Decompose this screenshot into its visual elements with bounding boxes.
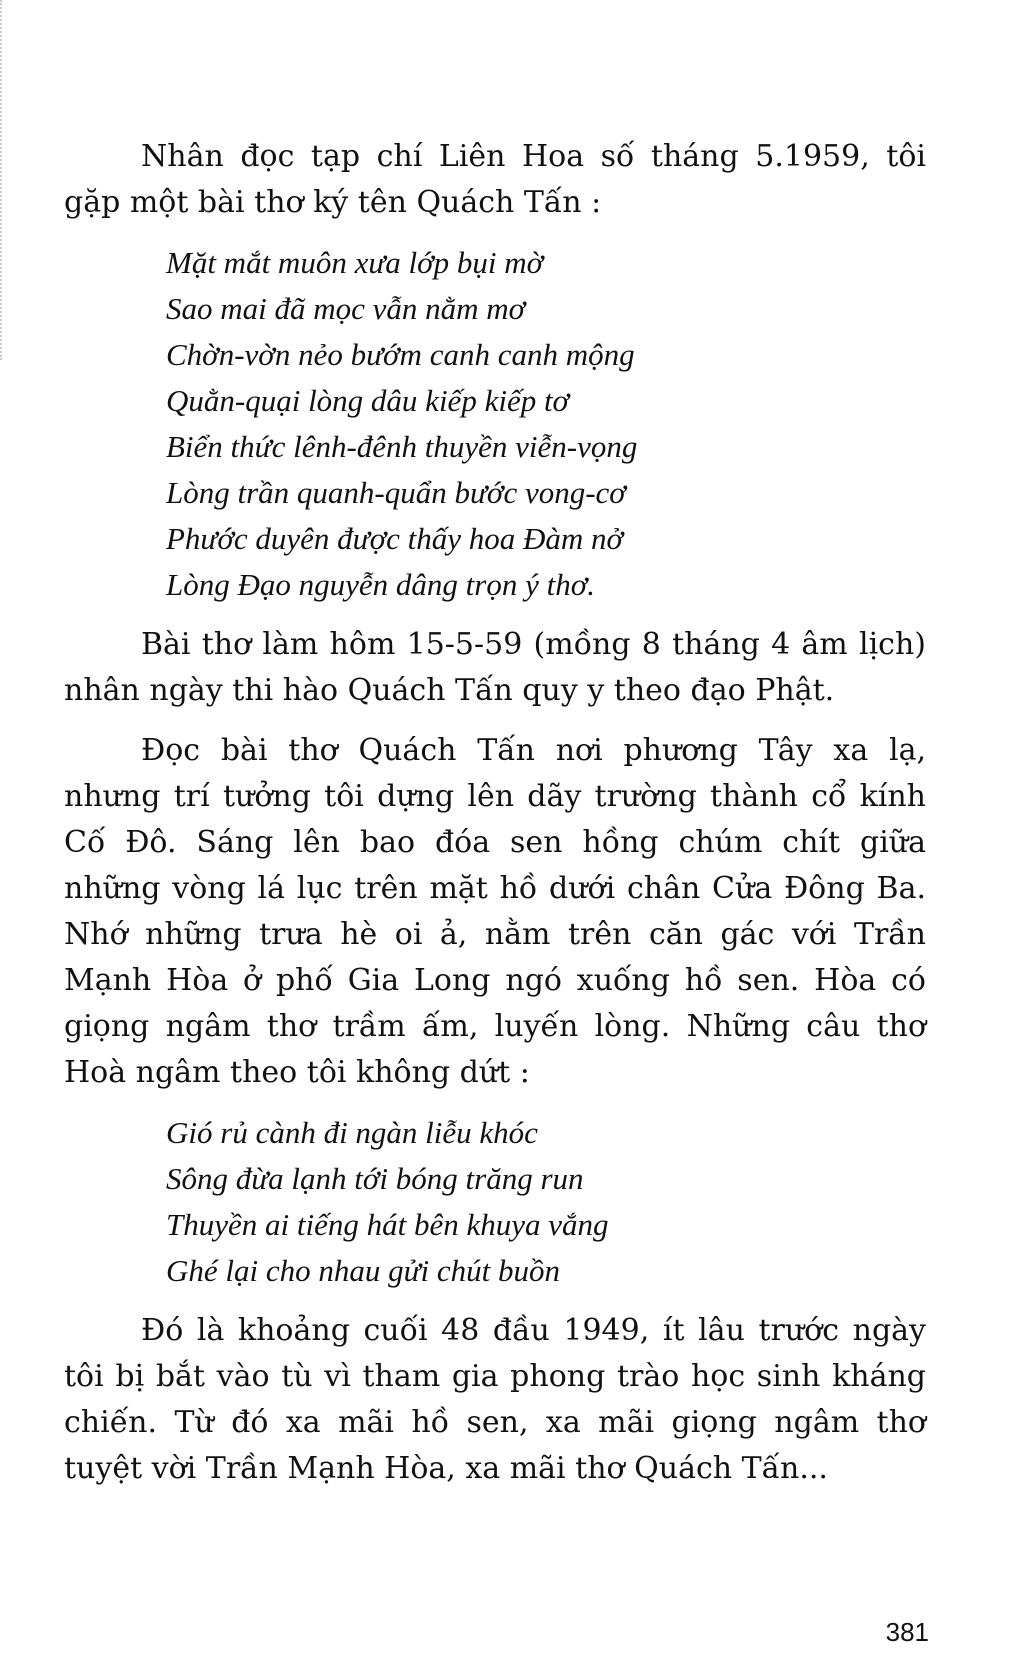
poem-line: Sông đừa lạnh tới bóng trăng run <box>166 1161 584 1196</box>
poem-line: Gió rủ cành đi ngàn liễu khóc <box>166 1115 538 1150</box>
poem-tran-manh-hoa <box>166 1110 926 1294</box>
paragraph-closing: Đó là khoảng cuối 48 đầu 1949, ít lâu trước ngày tôi bị bắt vào tù vì tham gia phong trào học sinh kháng chiến. Từ đó xa mãi hồ sen, xa mãi giọng ngâm thơ tuyệt vời Trần Mạnh Hòa, xa mãi thơ Quách Tấn... <box>64 1313 926 1486</box>
paragraph-intro: Nhân đọc tạp chí Liên Hoa số tháng 5.1959, tôi gặp một bài thơ ký tên Quách Tấn : <box>64 139 926 220</box>
poem-line: Thuyền ai tiếng hát bên khuya vắng <box>166 1207 609 1242</box>
page-body <box>64 134 926 1506</box>
poem-line: Mặt mắt muôn xưa lớp bụi mờ <box>166 245 544 280</box>
poem-line: Chờn-vờn nẻo bướm canh canh mộng <box>166 337 635 372</box>
poem-line: Biển thức lênh-đênh thuyền viễn-vọng <box>166 429 638 464</box>
paragraph-memory: Đọc bài thơ Quách Tấn nơi phương Tây xa lạ, nhưng trí tưởng tôi dựng lên dãy trường thành cổ kính Cố Đô. Sáng lên bao đóa sen hồng chúm chít giữa những vòng lá lục trên mặt hồ dưới chân Cửa Đông Ba. Nhớ những trưa hè oi ả, nằm trên căn gác với Trần Mạnh Hòa ở phố Gia Long ngó xuống hồ sen. Hòa có giọng ngâm thơ trầm ấm, luyến lòng. Những câu thơ Hoà ngâm theo tôi không dứt : <box>64 733 926 1090</box>
paragraph-poem-date: Bài thơ làm hôm 15-5-59 (mồng 8 tháng 4 âm lịch) nhân ngày thi hào Quách Tấn quy y theo đạo Phật. <box>64 627 926 708</box>
poem-line: Quằn-quại lòng dâu kiếp kiếp tơ <box>166 383 570 418</box>
poem-line: Lòng Đạo nguyễn dâng trọn ý thơ. <box>166 567 595 602</box>
page-number: 381 <box>885 1617 929 1647</box>
poem-quach-tan <box>166 240 926 608</box>
poem-line: Phước duyên được thấy hoa Đàm nở <box>166 521 624 556</box>
poem-line: Sao mai đã mọc vẫn nằm mơ <box>166 291 526 326</box>
poem-line: Lòng trần quanh-quẩn bước vong-cơ <box>166 475 626 510</box>
scan-edge-decoration <box>0 0 8 360</box>
poem-line: Ghé lại cho nhau gửi chút buồn <box>166 1253 561 1288</box>
